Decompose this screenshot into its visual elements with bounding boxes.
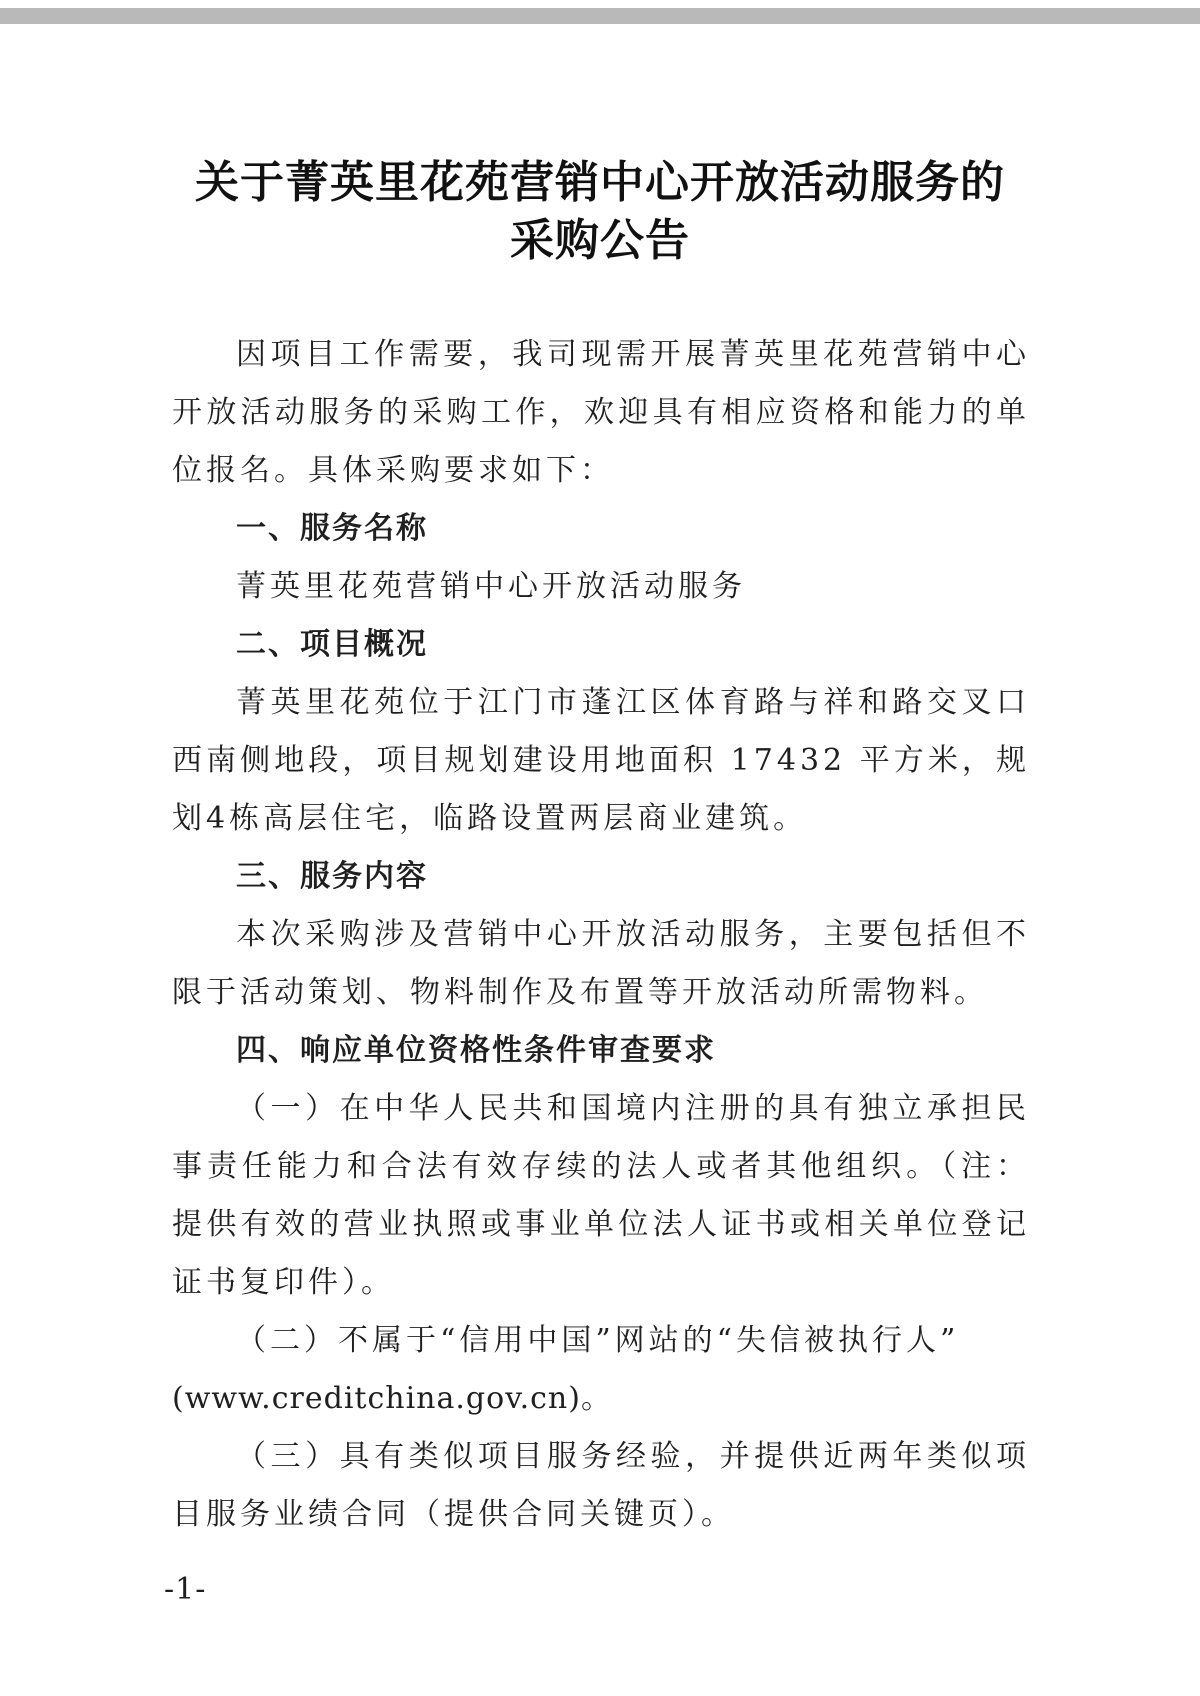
section-heading-project-overview: 二、项目概况 [236, 627, 428, 662]
service-name-text: 菁英里花苑营销中心开放活动服务 [236, 569, 746, 604]
qualification-item-2: （二）不属于“信用中国”网站的“失信被执行人” [236, 1323, 960, 1358]
service-content-text: 本次采购涉及营销中心开放活动服务，主要包括但不限于活动策划、物料制作及布置等开放活动所需物料。 [172, 917, 1030, 1010]
document-body [172, 326, 1030, 1544]
page-number: -1- [164, 1572, 207, 1607]
section-heading-qualification: 四、响应单位资格性条件审查要求 [236, 1033, 716, 1068]
intro-paragraph: 因项目工作需要，我司现需开展菁英里花苑营销中心开放活动服务的采购工作，欢迎具有相应资格和能力的单位报名。具体采购要求如下： [172, 337, 1030, 488]
document-title-line-1: 关于菁英里花苑营销中心开放活动服务的 [195, 157, 1005, 208]
qualification-item-1: （一）在中华人民共和国境内注册的具有独立承担民事责任能力和合法有效存续的法人或者其他组织。（注：提供有效的营业执照或事业单位法人证书或相关单位登记证书复印件）。 [172, 1091, 1030, 1300]
qualification-item-3: （三）具有类似项目服务经验，并提供近两年类似项目服务业绩合同（提供合同关键页）。 [172, 1439, 1030, 1532]
section-heading-service-content: 三、服务内容 [236, 859, 428, 894]
qualification-item-2-url: (www.creditchina.gov.cn)。 [172, 1381, 612, 1416]
document-title-line-2: 采购公告 [510, 215, 690, 266]
section-heading-service-name: 一、服务名称 [236, 511, 428, 546]
project-overview-text: 菁英里花苑位于江门市蓬江区体育路与祥和路交叉口西南侧地段，项目规划建设用地面积 17432 平方米，规划4栋高层住宅，临路设置两层商业建筑。 [172, 685, 1030, 836]
